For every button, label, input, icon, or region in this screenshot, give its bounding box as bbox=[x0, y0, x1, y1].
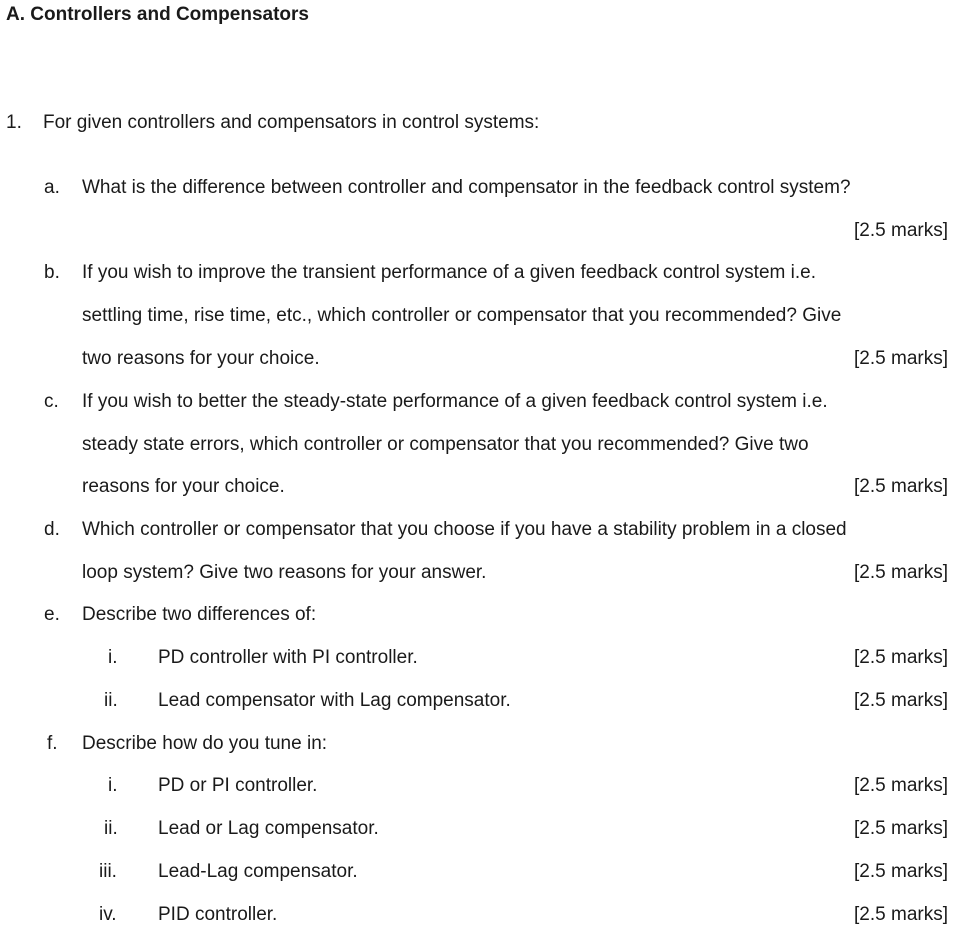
part-b-marks: [2.5 marks] bbox=[854, 348, 948, 369]
part-e-sub-ii-text: Lead compensator with Lag compensator. bbox=[158, 690, 511, 711]
part-f-text: Describe how do you tune in: bbox=[82, 733, 328, 754]
part-f-label: f. bbox=[47, 733, 58, 754]
part-d-label: d. bbox=[44, 519, 60, 540]
part-f-sub-iii-text: Lead-Lag compensator. bbox=[158, 861, 358, 882]
part-f-sub-ii-label: ii. bbox=[104, 818, 118, 839]
part-f-sub-i-marks: [2.5 marks] bbox=[854, 775, 948, 796]
section-title: A. Controllers and Compensators bbox=[6, 4, 309, 25]
part-e-text: Describe two differences of: bbox=[82, 604, 317, 625]
part-e-sub-ii-marks: [2.5 marks] bbox=[854, 690, 948, 711]
part-a-label: a. bbox=[44, 177, 60, 198]
part-c-label: c. bbox=[44, 391, 59, 412]
part-e-sub-i-marks: [2.5 marks] bbox=[854, 647, 948, 668]
part-f-sub-i-label: i. bbox=[108, 775, 118, 796]
part-f-sub-iv-marks: [2.5 marks] bbox=[854, 904, 948, 925]
part-f-sub-ii-text: Lead or Lag compensator. bbox=[158, 818, 379, 839]
part-b-label: b. bbox=[44, 262, 60, 283]
part-c-marks: [2.5 marks] bbox=[854, 476, 948, 497]
part-f-sub-ii-marks: [2.5 marks] bbox=[854, 818, 948, 839]
part-b-line-1: If you wish to improve the transient performance of a given feedback control system i.e. bbox=[82, 262, 816, 283]
part-f-sub-iv-label: iv. bbox=[99, 904, 117, 925]
part-e-sub-i-text: PD controller with PI controller. bbox=[158, 647, 418, 668]
part-d-marks: [2.5 marks] bbox=[854, 562, 948, 583]
question-text: For given controllers and compensators in control systems: bbox=[43, 112, 540, 133]
part-e-sub-i-label: i. bbox=[108, 647, 118, 668]
part-f-sub-i-text: PD or PI controller. bbox=[158, 775, 318, 796]
part-b-line-2: settling time, rise time, etc., which controller or compensator that you recommended? Give bbox=[82, 305, 842, 326]
question-number: 1. bbox=[6, 112, 22, 133]
part-d-line-1: Which controller or compensator that you choose if you have a stability problem in a closed bbox=[82, 519, 847, 540]
part-b-line-3: two reasons for your choice. bbox=[82, 348, 320, 369]
part-d-line-2: loop system? Give two reasons for your answer. bbox=[82, 562, 487, 583]
part-a-line: What is the difference between controller and compensator in the feedback control system? bbox=[82, 177, 851, 198]
part-e-label: e. bbox=[44, 604, 60, 625]
part-e-sub-ii-label: ii. bbox=[104, 690, 118, 711]
part-c-line-2: steady state errors, which controller or compensator that you recommended? Give two bbox=[82, 434, 809, 455]
part-c-line-3: reasons for your choice. bbox=[82, 476, 285, 497]
part-f-sub-iii-label: iii. bbox=[99, 861, 117, 882]
part-c-line-1: If you wish to better the steady-state performance of a given feedback control system i.e. bbox=[82, 391, 828, 412]
part-f-sub-iv-text: PID controller. bbox=[158, 904, 278, 925]
part-f-sub-iii-marks: [2.5 marks] bbox=[854, 861, 948, 882]
part-a-marks: [2.5 marks] bbox=[854, 220, 948, 241]
